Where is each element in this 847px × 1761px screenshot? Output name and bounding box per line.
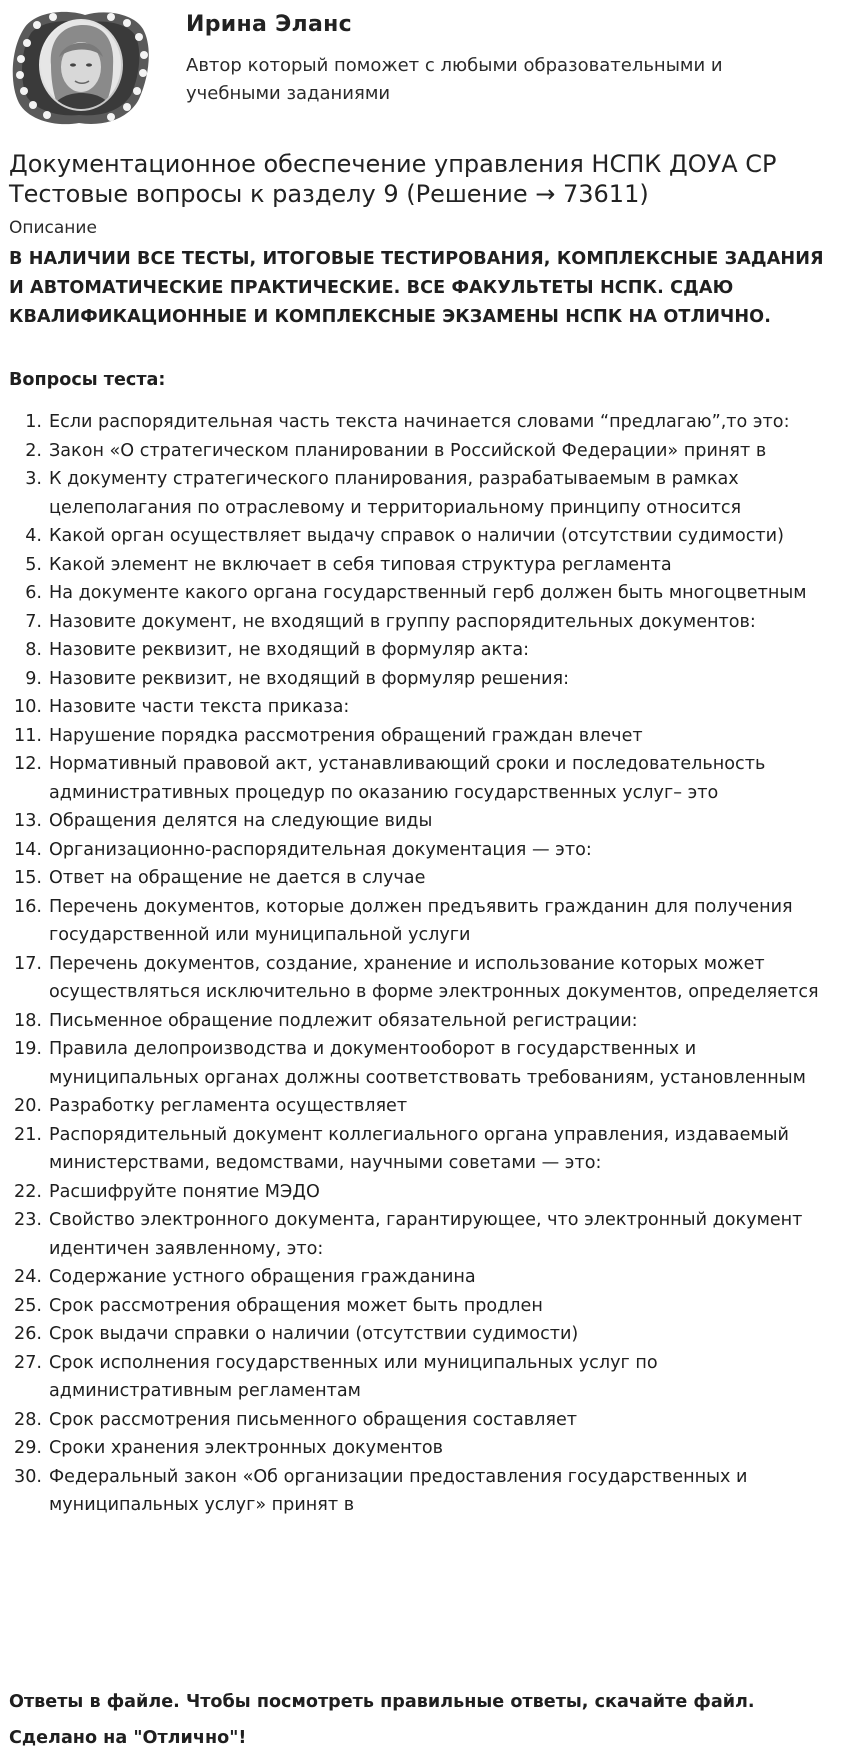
question-number: 14. <box>14 839 42 860</box>
question-item <box>0 1292 847 1321</box>
question-text: Если распорядительная часть текста начинается словами “предлагаю”,то это: <box>49 412 790 432</box>
question-number: 13. <box>14 811 42 831</box>
question-text: Срок исполнения государственных или муниципальных услуг по административным регламентам <box>49 1352 658 1401</box>
description-label: Описание <box>9 218 97 238</box>
promo-text: В НАЛИЧИИ ВСЕ ТЕСТЫ, ИТОГОВЫЕ ТЕСТИРОВАНИЯ, КОМПЛЕКСНЫЕ ЗАДАНИЯ И АВТОМАТИЧЕСКИЕ ПРАКТИЧЕСКИЕ. ВСЕ ФАКУЛЬТЕТЫ НСПК. СДАЮ КВАЛИФИКАЦИОННЫЕ И КОМПЛЕКСНЫЕ ЭКЗАМЕНЫ НСПК НА ОТЛИЧНО. <box>9 249 824 327</box>
question-item <box>0 722 847 751</box>
question-number: 4. <box>25 526 42 546</box>
question-text: Обращения делятся на следующие виды <box>49 811 433 831</box>
question-item <box>0 522 847 551</box>
question-item <box>0 1406 847 1435</box>
question-item <box>0 750 847 807</box>
question-number: 10. <box>14 697 42 717</box>
question-item <box>0 836 847 865</box>
question-item <box>0 408 847 437</box>
question-number: 25. <box>14 1295 42 1316</box>
question-text: Содержание устного обращения гражданина <box>49 1267 476 1287</box>
question-text: Нормативный правовой акт, устанавливающий сроки и последовательность административных процедур по оказанию государственных услуг– это <box>49 754 766 803</box>
question-item <box>0 636 847 665</box>
question-text: Какой орган осуществляет выдачу справок о наличии (отсутствии судимости) <box>49 526 784 546</box>
author-name[interactable]: Ирина Эланс <box>186 12 352 37</box>
question-item <box>0 693 847 722</box>
question-number: 8. <box>25 640 42 660</box>
question-text: Назовите документ, не входящий в группу распорядительных документов: <box>49 611 756 632</box>
question-text: Закон «О стратегическом планировании в Российской Федерации» принят в <box>49 440 767 461</box>
question-item <box>0 1463 847 1520</box>
question-number: 22. <box>14 1181 42 1202</box>
question-number: 18. <box>14 1010 42 1031</box>
question-item <box>0 608 847 637</box>
question-number: 9. <box>25 668 42 689</box>
question-number: 19. <box>14 1039 42 1059</box>
question-item <box>0 893 847 950</box>
question-item <box>0 1178 847 1207</box>
question-item <box>0 551 847 580</box>
question-text: Распорядительный документ коллегиального органа управления, издаваемый министерствами, ведомствами, научными советами — это: <box>49 1124 789 1173</box>
questions-heading: Вопросы теста: <box>9 370 166 390</box>
question-number: 7. <box>25 611 42 632</box>
question-item <box>0 579 847 608</box>
question-item <box>0 807 847 836</box>
question-item <box>0 950 847 1007</box>
question-text: Назовите части текста приказа: <box>49 697 350 717</box>
done-note: Сделано на "Отлично"! <box>9 1728 247 1748</box>
question-text: Разработку регламента осуществляет <box>49 1096 408 1116</box>
question-text: Перечень документов, создание, хранение и использование которых может осуществляться исключительно в форме электронных документов, определяется <box>49 953 819 1002</box>
question-number: 15. <box>14 868 42 888</box>
question-item <box>0 1349 847 1406</box>
question-number: 6. <box>25 583 42 603</box>
question-item <box>0 1320 847 1349</box>
question-text: Расшифруйте понятие МЭДО <box>49 1181 320 1202</box>
question-number: 30. <box>14 1466 42 1487</box>
question-text: Федеральный закон «Об организации предоставления государственных и муниципальных услуг» принят в <box>49 1466 748 1515</box>
page-title: Документационное обеспечение управления НСПК ДОУА СР Тестовые вопросы к разделу 9 (Решение → 73611) <box>9 150 777 208</box>
question-number: 12. <box>14 754 42 774</box>
question-text: На документе какого органа государственный герб должен быть многоцветным <box>49 583 807 603</box>
question-item <box>0 1263 847 1292</box>
question-number: 16. <box>14 896 42 917</box>
film-frame-avatar-icon <box>7 7 153 128</box>
question-text: Перечень документов, которые должен предъявить гражданин для получения государственной или муниципальной услуги <box>49 896 793 945</box>
question-number: 26. <box>14 1324 42 1344</box>
question-number: 28. <box>14 1409 42 1430</box>
question-item <box>0 465 847 522</box>
author-description: Автор который поможет с любыми образовательными и учебными заданиями <box>186 55 723 104</box>
question-text: Назовите реквизит, не входящий в формуляр решения: <box>49 668 570 689</box>
question-item <box>0 437 847 466</box>
question-text: Нарушение порядка рассмотрения обращений граждан влечет <box>49 725 643 746</box>
question-text: Срок выдачи справки о наличии (отсутствии судимости) <box>49 1324 579 1344</box>
question-number: 11. <box>14 725 42 746</box>
question-number: 2. <box>25 440 42 461</box>
avatar[interactable] <box>7 7 153 128</box>
question-text: Правила делопроизводства и документооборот в государственных и муниципальных органах должны соответствовать требованиям, установленным <box>49 1039 806 1088</box>
question-number: 20. <box>14 1096 42 1116</box>
question-text: Сроки хранения электронных документов <box>49 1438 444 1458</box>
question-text: Ответ на обращение не дается в случае <box>49 868 426 888</box>
question-text: Организационно-распорядительная документация — это: <box>49 839 592 860</box>
question-number: 5. <box>25 554 42 575</box>
answers-note: Ответы в файле. Чтобы посмотреть правильные ответы, скачайте файл. <box>9 1692 755 1712</box>
question-text: Срок рассмотрения письменного обращения составляет <box>49 1409 578 1430</box>
question-number: 29. <box>14 1438 42 1458</box>
question-item <box>0 1092 847 1121</box>
question-item <box>0 665 847 694</box>
question-number: 17. <box>14 953 42 974</box>
question-number: 23. <box>14 1210 42 1230</box>
question-text: К документу стратегического планирования, разрабатываемым в рамках целеполагания по отраслевому и территориальному принципу относится <box>49 469 742 518</box>
question-text: Свойство электронного документа, гарантирующее, что электронный документ идентичен заявленному, это: <box>49 1210 803 1259</box>
question-item <box>0 1035 847 1092</box>
question-text: Письменное обращение подлежит обязательной регистрации: <box>49 1010 638 1031</box>
question-item <box>0 1206 847 1263</box>
question-item <box>0 1434 847 1463</box>
question-text: Срок рассмотрения обращения может быть продлен <box>49 1295 543 1316</box>
author-card <box>0 0 847 140</box>
question-number: 21. <box>14 1124 42 1145</box>
question-number: 3. <box>25 469 42 489</box>
question-text: Назовите реквизит, не входящий в формуляр акта: <box>49 640 530 660</box>
question-item <box>0 1007 847 1036</box>
question-item <box>0 1121 847 1178</box>
question-item <box>0 864 847 893</box>
question-number: 1. <box>25 412 42 432</box>
question-number: 24. <box>14 1267 42 1287</box>
question-number: 27. <box>14 1352 42 1373</box>
questions-list <box>0 408 847 1520</box>
question-text: Какой элемент не включает в себя типовая структура регламента <box>49 554 672 575</box>
